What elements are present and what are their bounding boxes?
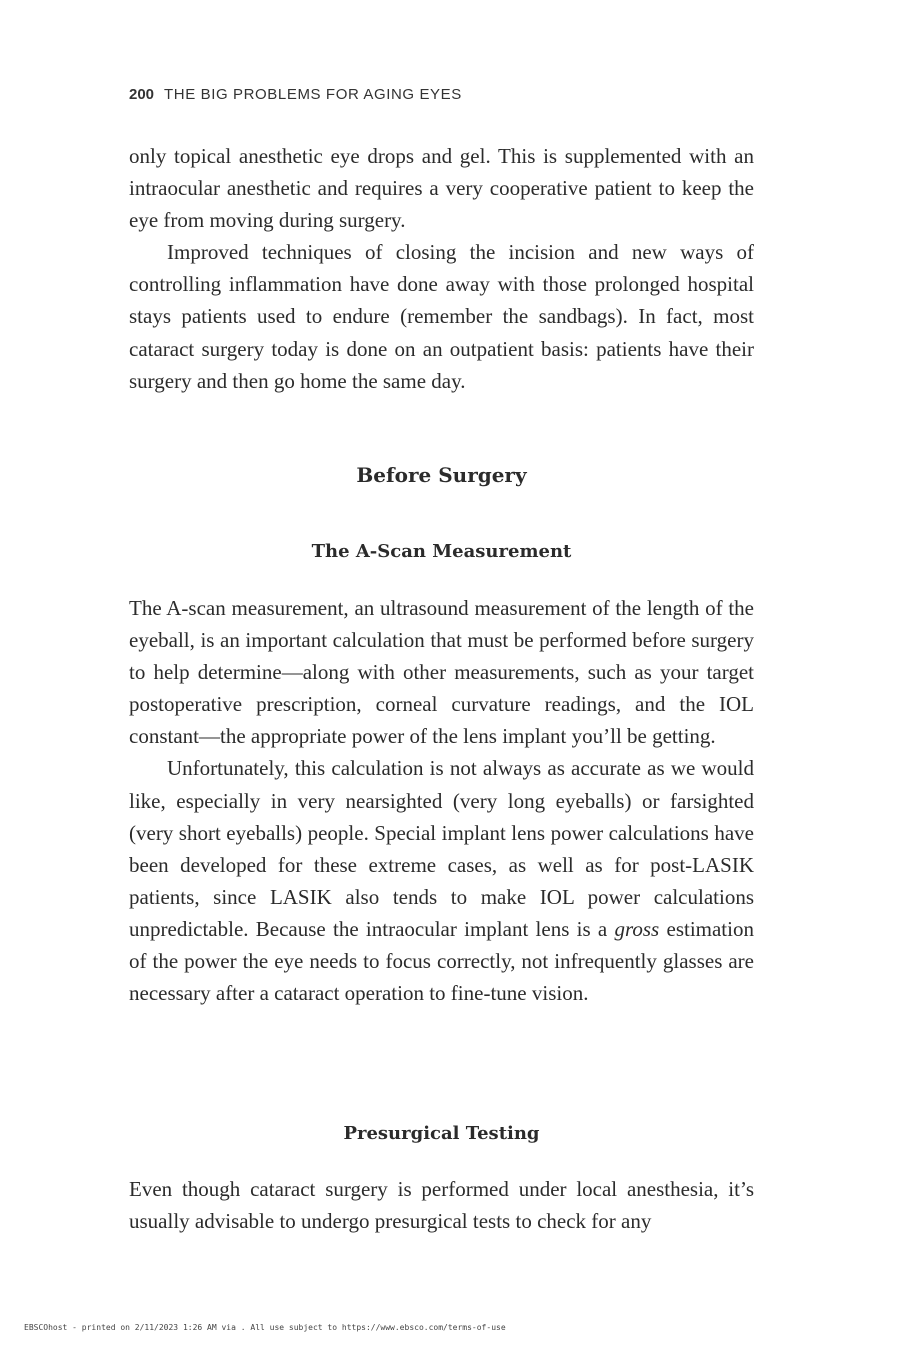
section-heading: Before Surgery bbox=[356, 463, 527, 487]
paragraph: Even though cataract surgery is performed under local anesthesia, it’s usually advisable to undergo presurgical tests to check for any bbox=[129, 1177, 754, 1234]
running-head bbox=[129, 86, 462, 103]
footer-note: EBSCOhost - printed on 2/11/2023 1:26 AM via . All use subject to https://www.ebsco.com/terms-of-use bbox=[24, 1323, 506, 1332]
text-run: estimation of the power the eye needs to focus correctly, not infrequently glasses are necessary after a cataract operation to fine-tune vision. bbox=[129, 916, 754, 1006]
subsection-heading-presurgical: Presurgical Testing bbox=[343, 1123, 540, 1144]
paragraph: Improved techniques of closing the incision and new ways of controlling inflammation have done away with those prolonged hospital stays patients used to endure (remember the sandbags). In fact, most cataract surgery today is done on an outpatient basis: patients have their surgery and then go home the same day. bbox=[129, 240, 754, 393]
paragraph: only topical anesthetic eye drops and gel. This is supplemented with an intraocular anesthetic and requires a very cooperative patient to keep the eye from moving during surgery. bbox=[129, 144, 754, 233]
page-number: 200 bbox=[129, 86, 155, 103]
running-title: THE BIG PROBLEMS FOR AGING EYES bbox=[164, 86, 462, 103]
text-block-intro bbox=[129, 140, 754, 397]
subsection-heading-a-scan: The A-Scan Measurement bbox=[311, 541, 572, 562]
text-run: Unfortunately, this calculation is not always as accurate as we would like, especially in very nearsighted (very long eyeballs) or farsighted (very short eyeballs) people. Special implant lens power calculations have been developed for these extreme cases, as well as for post-LASIK patients, since LASIK also tends to make IOL power calculations unpredictable. Because the intraocular implant lens is a bbox=[129, 756, 754, 941]
paragraph: The A-scan measurement, an ultrasound measurement of the length of the eyeball, is an important calculation that must be performed before surgery to help determine—along with other measurements, such as your target postoperative prescription, corneal curvature readings, and the IOL constant—the appropriate power of the lens implant you’ll be getting. bbox=[129, 596, 754, 749]
italic-text: gross bbox=[614, 916, 660, 941]
paragraph bbox=[129, 752, 754, 1009]
text-block-a-scan bbox=[129, 592, 754, 1009]
text-block-presurgical bbox=[129, 1173, 754, 1237]
